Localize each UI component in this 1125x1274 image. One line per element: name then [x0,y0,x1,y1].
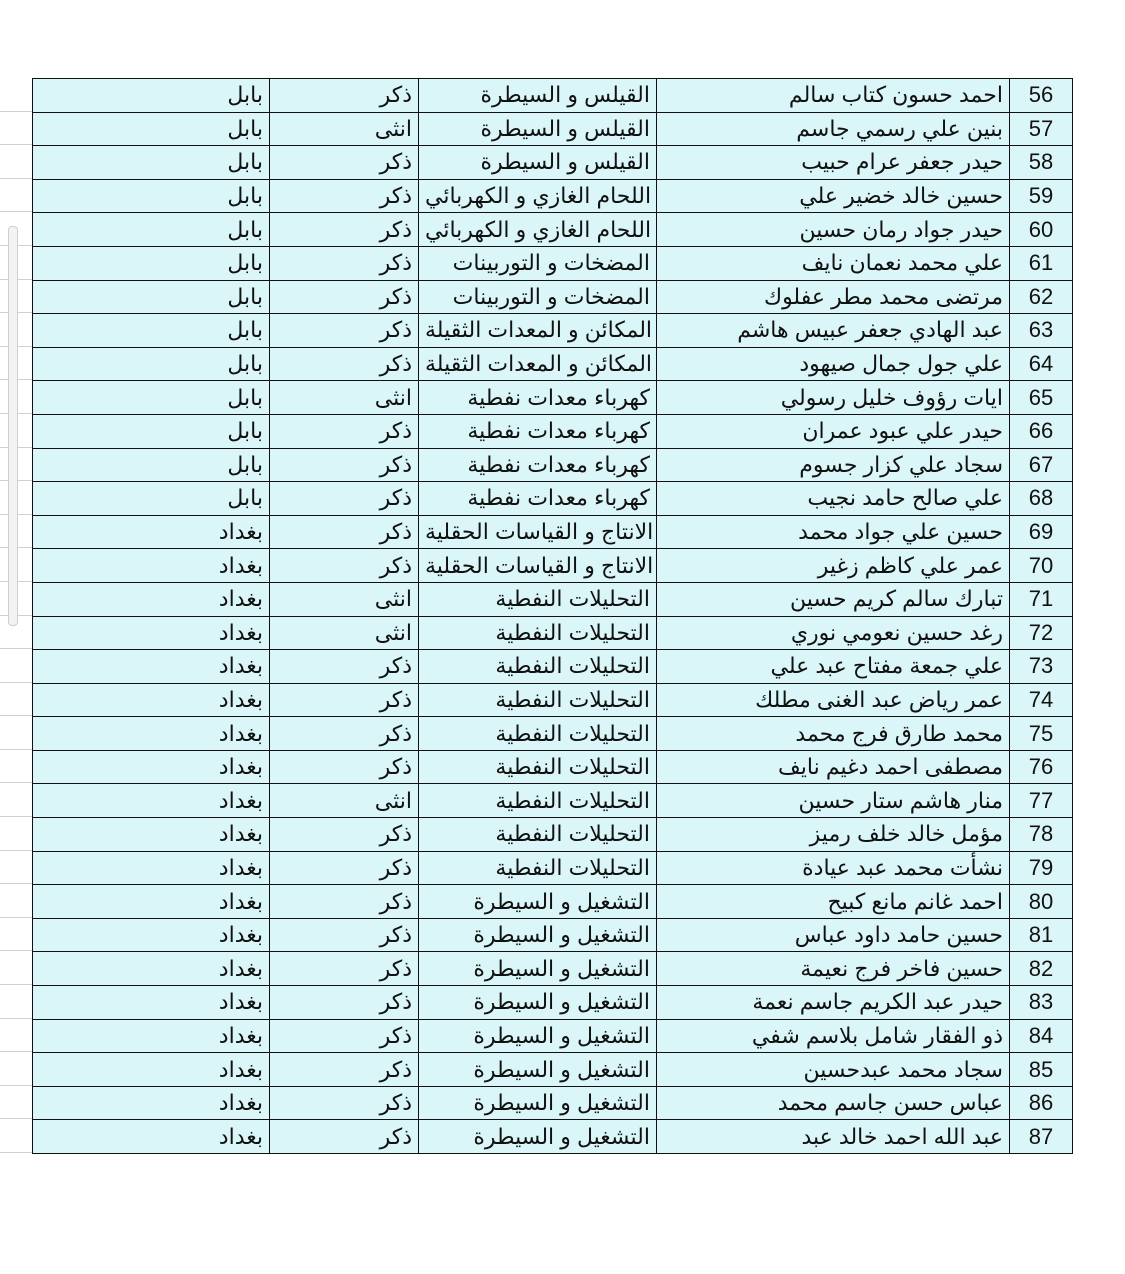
gender-cell[interactable]: انثى [270,112,419,146]
table-row [33,347,1073,381]
full-name-cell[interactable]: ايات رؤوف خليل رسولي [657,381,1010,415]
table-row [33,280,1073,314]
specialization-cell[interactable]: المضخات و التوربينات [419,246,657,280]
governorate-cell[interactable]: بابل [33,246,270,280]
margin-gridline [0,78,32,112]
row-number-cell[interactable]: 73 [1010,650,1073,684]
specialization-cell[interactable]: التشغيل و السيطرة [419,1086,657,1120]
specialization-cell[interactable]: القيلس و السيطرة [419,112,657,146]
margin-gridline [0,179,32,213]
margin-gridline [0,112,32,146]
margin-gridline [0,716,32,750]
specialization-cell[interactable]: القيلس و السيطرة [419,146,657,180]
table-row [33,213,1073,247]
governorate-cell[interactable]: بغداد [33,1120,270,1154]
governorate-cell[interactable]: بغداد [33,784,270,818]
margin-gridline [0,145,32,179]
specialization-cell[interactable]: كهرباء معدات نفطية [419,381,657,415]
full-name-cell[interactable]: سجاد علي كزار جسوم [657,448,1010,482]
row-number-cell[interactable]: 78 [1010,818,1073,852]
full-name-cell[interactable]: احمد حسون كتاب سالم [657,79,1010,113]
row-number-cell[interactable]: 70 [1010,549,1073,583]
governorate-cell[interactable]: بابل [33,213,270,247]
governorate-cell[interactable]: بابل [33,347,270,381]
table-row [33,112,1073,146]
table-row [33,79,1073,113]
full-name-cell[interactable]: سجاد محمد عبدحسين [657,1053,1010,1087]
full-name-cell[interactable]: محمد طارق فرج محمد [657,717,1010,751]
specialization-cell[interactable]: التحليلات النفطية [419,717,657,751]
row-number-cell[interactable]: 71 [1010,582,1073,616]
gender-cell[interactable]: ذكر [270,986,419,1020]
table-row [33,885,1073,919]
gender-cell[interactable]: ذكر [270,750,419,784]
full-name-cell[interactable]: حيدر جواد رمان حسين [657,213,1010,247]
gender-cell[interactable]: ذكر [270,885,419,919]
governorate-cell[interactable]: بابل [33,314,270,348]
table-row [33,918,1073,952]
gender-cell[interactable]: ذكر [270,280,419,314]
table-row [33,246,1073,280]
full-name-cell[interactable]: مصطفى احمد دغيم نايف [657,750,1010,784]
table-row [33,952,1073,986]
governorate-cell[interactable]: بغداد [33,1019,270,1053]
gender-cell[interactable]: ذكر [270,683,419,717]
governorate-cell[interactable]: بابل [33,448,270,482]
margin-gridline [0,884,32,918]
full-name-cell[interactable]: عبد الله احمد خالد عبد [657,1120,1010,1154]
full-name-cell[interactable]: احمد غانم مانع كبيح [657,885,1010,919]
full-name-cell[interactable]: تبارك سالم كريم حسين [657,582,1010,616]
specialization-cell[interactable]: كهرباء معدات نفطية [419,414,657,448]
table-row [33,582,1073,616]
governorate-cell[interactable]: بابل [33,146,270,180]
specialization-cell[interactable]: التشغيل و السيطرة [419,1019,657,1053]
governorate-cell[interactable]: بغداد [33,918,270,952]
row-number-cell[interactable]: 86 [1010,1086,1073,1120]
row-number-cell[interactable]: 79 [1010,851,1073,885]
table-row [33,851,1073,885]
row-number-cell[interactable]: 69 [1010,515,1073,549]
specialization-cell[interactable]: التشغيل و السيطرة [419,918,657,952]
row-number-cell[interactable]: 66 [1010,414,1073,448]
gender-cell[interactable]: ذكر [270,918,419,952]
margin-gridline [0,985,32,1019]
specialization-cell[interactable]: المكائن و المعدات الثقيلة [419,314,657,348]
row-number-cell[interactable]: 80 [1010,885,1073,919]
row-number-cell[interactable]: 57 [1010,112,1073,146]
table-row [33,1120,1073,1154]
table-row [33,717,1073,751]
full-name-cell[interactable]: حسين حامد داود عباس [657,918,1010,952]
trainee-table-body [33,79,1073,1154]
specialization-cell[interactable]: المضخات و التوربينات [419,280,657,314]
specialization-cell[interactable]: كهرباء معدات نفطية [419,448,657,482]
full-name-cell[interactable]: حيدر علي عبود عمران [657,414,1010,448]
table-row [33,179,1073,213]
table-row [33,414,1073,448]
gender-cell[interactable]: ذكر [270,1019,419,1053]
governorate-cell[interactable]: بغداد [33,818,270,852]
governorate-cell[interactable]: بابل [33,79,270,113]
table-row [33,784,1073,818]
gender-cell[interactable]: ذكر [270,79,419,113]
margin-gridline [0,750,32,784]
specialization-cell[interactable]: كهرباء معدات نفطية [419,482,657,516]
row-number-cell[interactable]: 67 [1010,448,1073,482]
table-row [33,146,1073,180]
row-number-cell[interactable]: 59 [1010,179,1073,213]
gender-cell[interactable]: انثى [270,381,419,415]
specialization-cell[interactable]: التحليلات النفطية [419,818,657,852]
governorate-cell[interactable]: بغداد [33,851,270,885]
full-name-cell[interactable]: حسين فاخر فرج نعيمة [657,952,1010,986]
margin-gridline [0,1119,32,1153]
gender-cell[interactable]: انثى [270,616,419,650]
row-number-cell[interactable]: 68 [1010,482,1073,516]
governorate-cell[interactable]: بابل [33,381,270,415]
specialization-cell[interactable]: التحليلات النفطية [419,650,657,684]
row-number-cell[interactable]: 58 [1010,146,1073,180]
governorate-cell[interactable]: بغداد [33,549,270,583]
governorate-cell[interactable]: بغداد [33,616,270,650]
table-row [33,750,1073,784]
governorate-cell[interactable]: بغداد [33,952,270,986]
full-name-cell[interactable]: رغد حسين نعومي نوري [657,616,1010,650]
governorate-cell[interactable]: بغداد [33,650,270,684]
row-number-cell[interactable]: 74 [1010,683,1073,717]
margin-gridline [0,683,32,717]
governorate-cell[interactable]: بغداد [33,986,270,1020]
gender-cell[interactable]: ذكر [270,717,419,751]
governorate-cell[interactable]: بابل [33,112,270,146]
scroll-indicator[interactable] [8,226,18,626]
table-row [33,314,1073,348]
specialization-cell[interactable]: التحليلات النفطية [419,582,657,616]
row-number-cell[interactable]: 61 [1010,246,1073,280]
margin-gridline [0,918,32,952]
governorate-cell[interactable]: بغداد [33,885,270,919]
gender-cell[interactable]: ذكر [270,347,419,381]
full-name-cell[interactable]: عمر علي كاظم زغير [657,549,1010,583]
margin-gridline [0,951,32,985]
full-name-cell[interactable]: حيدر جعفر عرام حبيب [657,146,1010,180]
row-number-cell[interactable]: 87 [1010,1120,1073,1154]
row-number-cell[interactable]: 63 [1010,314,1073,348]
specialization-cell[interactable]: التحليلات النفطية [419,616,657,650]
gender-cell[interactable]: انثى [270,784,419,818]
full-name-cell[interactable]: حيدر عبد الكريم جاسم نعمة [657,986,1010,1020]
governorate-cell[interactable]: بغداد [33,515,270,549]
governorate-cell[interactable]: بابل [33,414,270,448]
gender-cell[interactable]: انثى [270,582,419,616]
gender-cell[interactable]: ذكر [270,650,419,684]
specialization-cell[interactable]: التحليلات النفطية [419,784,657,818]
governorate-cell[interactable]: بابل [33,280,270,314]
specialization-cell[interactable]: التحليلات النفطية [419,851,657,885]
margin-gridline [0,851,32,885]
margin-gridline [0,817,32,851]
row-number-cell[interactable]: 76 [1010,750,1073,784]
specialization-cell[interactable]: التحليلات النفطية [419,683,657,717]
table-row [33,616,1073,650]
specialization-cell[interactable]: الانتاج و القياسات الحقلية [419,515,657,549]
row-number-cell[interactable]: 62 [1010,280,1073,314]
margin-gridline [0,1052,32,1086]
full-name-cell[interactable]: منار هاشم ستار حسين [657,784,1010,818]
specialization-cell[interactable]: القيلس و السيطرة [419,79,657,113]
table-row [33,549,1073,583]
table-row [33,683,1073,717]
row-number-cell[interactable]: 60 [1010,213,1073,247]
specialization-cell[interactable]: اللحام الغازي و الكهربائي [419,179,657,213]
table-row [33,515,1073,549]
full-name-cell[interactable]: علي محمد نعمان نايف [657,246,1010,280]
gender-cell[interactable]: ذكر [270,851,419,885]
row-number-cell[interactable]: 84 [1010,1019,1073,1053]
full-name-cell[interactable]: علي جول جمال صيهود [657,347,1010,381]
gender-cell[interactable]: ذكر [270,1086,419,1120]
specialization-cell[interactable]: التشغيل و السيطرة [419,952,657,986]
margin-gridline [0,649,32,683]
gender-cell[interactable]: ذكر [270,314,419,348]
gender-cell[interactable]: ذكر [270,482,419,516]
specialization-cell[interactable]: التشغيل و السيطرة [419,1053,657,1087]
full-name-cell[interactable]: عمر رياض عبد الغنى مطلك [657,683,1010,717]
row-number-cell[interactable]: 81 [1010,918,1073,952]
margin-gridline [0,1086,32,1120]
gender-cell[interactable]: ذكر [270,246,419,280]
gender-cell[interactable]: ذكر [270,448,419,482]
gender-cell[interactable]: ذكر [270,1120,419,1154]
governorate-cell[interactable]: بغداد [33,717,270,751]
specialization-cell[interactable]: التشغيل و السيطرة [419,885,657,919]
gender-cell[interactable]: ذكر [270,952,419,986]
specialization-cell[interactable]: المكائن و المعدات الثقيلة [419,347,657,381]
table-row [33,986,1073,1020]
full-name-cell[interactable]: مرتضى محمد مطر عفلوك [657,280,1010,314]
gender-cell[interactable]: ذكر [270,179,419,213]
margin-gridline [0,1019,32,1053]
specialization-cell[interactable]: التشغيل و السيطرة [419,986,657,1020]
governorate-cell[interactable]: بغداد [33,683,270,717]
full-name-cell[interactable]: مؤمل خالد خلف رميز [657,818,1010,852]
table-row [33,1053,1073,1087]
table-row [33,448,1073,482]
specialization-cell[interactable]: الانتاج و القياسات الحقلية [419,549,657,583]
full-name-cell[interactable]: علي صالح حامد نجيب [657,482,1010,516]
specialization-cell[interactable]: اللحام الغازي و الكهربائي [419,213,657,247]
table-row [33,1019,1073,1053]
governorate-cell[interactable]: بابل [33,179,270,213]
governorate-cell[interactable]: بغداد [33,1053,270,1087]
table-row [33,381,1073,415]
gender-cell[interactable]: ذكر [270,515,419,549]
full-name-cell[interactable]: عبد الهادي جعفر عبيس هاشم [657,314,1010,348]
full-name-cell[interactable]: حسين علي جواد محمد [657,515,1010,549]
table-row [33,818,1073,852]
row-number-cell[interactable]: 64 [1010,347,1073,381]
gender-cell[interactable]: ذكر [270,213,419,247]
full-name-cell[interactable]: بنين علي رسمي جاسم [657,112,1010,146]
governorate-cell[interactable]: بغداد [33,582,270,616]
full-name-cell[interactable]: نشأت محمد عبد عيادة [657,851,1010,885]
table-row [33,650,1073,684]
gender-cell[interactable]: ذكر [270,414,419,448]
governorate-cell[interactable]: بغداد [33,750,270,784]
gender-cell[interactable]: ذكر [270,146,419,180]
row-number-cell[interactable]: 83 [1010,986,1073,1020]
row-number-cell[interactable]: 56 [1010,79,1073,113]
full-name-cell[interactable]: ذو الفقار شامل بلاسم شفي [657,1019,1010,1053]
full-name-cell[interactable]: علي جمعة مفتاح عبد علي [657,650,1010,684]
gender-cell[interactable]: ذكر [270,1053,419,1087]
margin-gridline [0,783,32,817]
table-row [33,482,1073,516]
governorate-cell[interactable]: بابل [33,482,270,516]
full-name-cell[interactable]: حسين خالد خضير علي [657,179,1010,213]
row-number-cell[interactable]: 85 [1010,1053,1073,1087]
full-name-cell[interactable]: عباس حسن جاسم محمد [657,1086,1010,1120]
gender-cell[interactable]: ذكر [270,549,419,583]
governorate-cell[interactable]: بغداد [33,1086,270,1120]
row-number-cell[interactable]: 65 [1010,381,1073,415]
trainee-table [32,78,1073,1154]
row-number-cell[interactable]: 77 [1010,784,1073,818]
table-row [33,1086,1073,1120]
specialization-cell[interactable]: التحليلات النفطية [419,750,657,784]
row-number-cell[interactable]: 72 [1010,616,1073,650]
gender-cell[interactable]: ذكر [270,818,419,852]
row-number-cell[interactable]: 75 [1010,717,1073,751]
row-number-cell[interactable]: 82 [1010,952,1073,986]
specialization-cell[interactable]: التشغيل و السيطرة [419,1120,657,1154]
